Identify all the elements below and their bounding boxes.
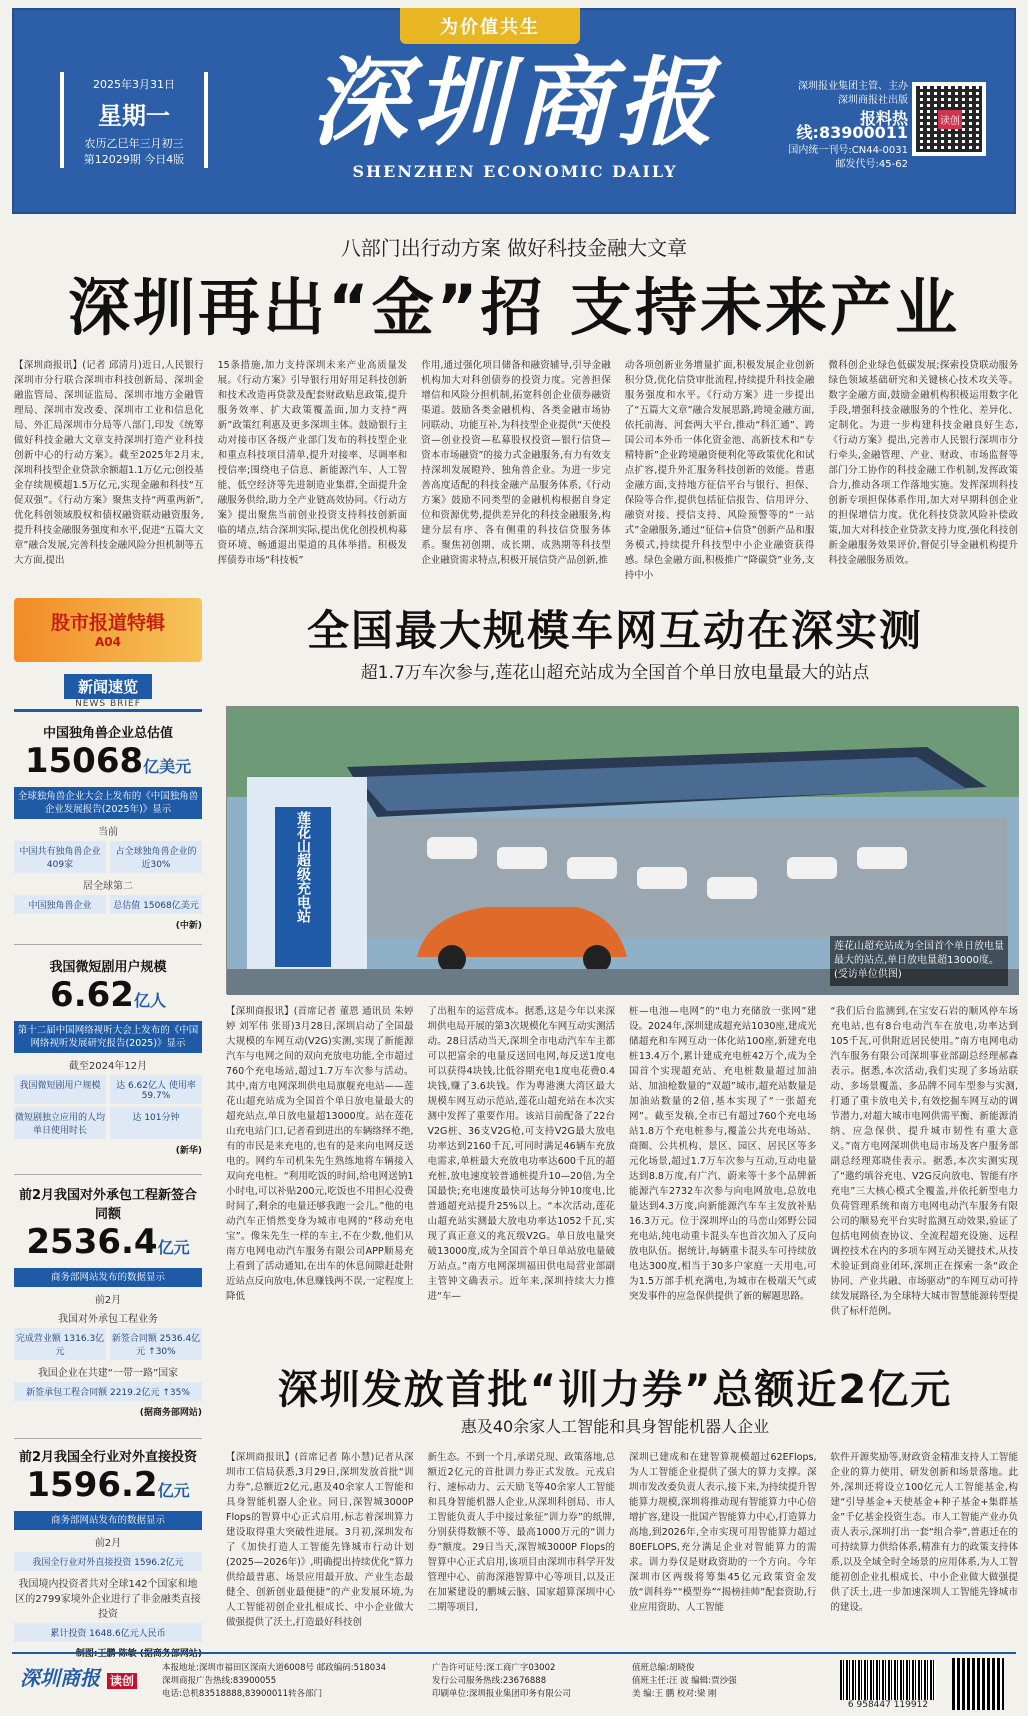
footer-duty: 值班总编:胡晓俊 值班主任:汪 波 编辑:贾沙强 美 编:王 鹏 校对:梁 刚 [632,1663,737,1699]
brief-contracting [14,1184,202,1418]
postal-code: 邮发代号:45-62 [835,159,908,170]
brief-source: (中新) [175,921,202,931]
title-en: SHENZHEN ECONOMIC DAILY [352,162,678,181]
lead-column: 动各项创新业务增量扩面,积极发展企业创新积分贷,优化信贷审批流程,持续提升科技金融服务强度和水平。《行动方案》进一步提出了“五篇大文章”融合发展思路,跨境金融方面,依托前海、河套两大平台,推动“科汇通”、跨国公司本外币一体化资金池、高新技术和“专精特新”企业跨境融资便利化等政策优化和试点扩容,提升外汇服务科技创新的效能。普惠金融方面,支持地方征信平台与银行、担保、保险等合作,提供包括征信报告、信用评分、融资对接、授信支持、风险预警等的“一站式”金融服务,通过“征信+信贷”创新产品和服务模式,持续提升科技型中小企业融资获得感。绿色金融方面,积极推广“降碳贷”业务,支持中小 [624,360,815,581]
footer-contact: 本报地址:深圳市福田区深南大道6008号 邮政编码:518034 深圳商报广告热线:83900055 电话:总机83518888,83900011转各部门 [162,1663,387,1699]
story2-subtitle: 超1.7万车次参与,莲花山超充站成为全国首个单日放电量最大的站点 [360,663,870,683]
brief-headline: 前2月我国全行业对外直接投资 [18,1450,198,1465]
brief-cell: 新签承包工程合同额 2219.2亿元 ↑35% [14,1382,202,1401]
story3-column: 【深圳商报讯】(首席记者 陈小慧)记者从深圳市工信局获悉,3月29日,深圳发放首批“训力券”,总额近2亿元,惠及40余家人工智能和具身智能机器人企业。同日,深智城3000P Flops的智算中心正式启用,标志着深圳算力建设取得重大突破性进展。3月初,深圳发布了《加快打造人工智能先锋城市行动计划(2025—2026年)》,明确提出持续优化“算力供给最普惠、场景应用最开放、产业生态最健全、创新创业最便捷”的产业发展环境,为人工智能初创企业扎根成长、中小企业做大做强提供了沃土,打造最好科技创 [226,1452,414,1628]
divider [14,1174,202,1175]
lead-column: 【深圳商报讯】(记者 邱清月)近日,人民银行深圳市分行联合深圳市科技创新局、深圳金融监管局、深圳证监局、深圳市地方金融管理局、深圳市发改委、深圳市工业和信息化局、外汇局深圳市分局等八部门,印发《统筹做好科技金融大文章支持深圳打造产业科技创新中心的行动方案》。截至2025年2月末,深圳科技型企业贷款余额超1.1万亿元;创投基金存续规模超1.5万亿元,实现金融和科技“互促双强”。《行动方案》聚焦支持“两重两新”,优化科创领域股权和债权融资联动融资服务,提升科技金融服务强度和水平,促进“五篇大文章”融合发展,完善科技金融风险分担机制等五大方面,提出 [14,360,204,566]
brief-cell: 总估值 15068亿美元 [110,895,202,914]
special-report-banner[interactable] [14,598,202,662]
brief-cell: 中国共有独角兽企业 409家 [14,841,106,873]
brief-band: 商务部网站发布的数据显示 [14,1268,202,1287]
news-brief-header [14,674,202,712]
brief-cell: 新签合同额 2536.4亿元 ↑30% [110,1328,202,1360]
special-report-page: A04 [95,635,121,649]
brief-investment [14,1446,202,1659]
story3-column: 软件开源奖励等,财政资金精准支持人工智能企业的算力使用、研发创新和场景落地。此外,深圳还将设立100亿元人工智能基金,构建“引导基金+天使基金+种子基金+集群基金”千亿基金投资生态。市人工智能产业办负责人表示,深圳打出一套“组合拳”,普惠迁在的可持续算力供给体系,精准有力的政策支持体系,以及全域全时全场景的应用体系,为人工智能初创企业扎根成长、中小企业做大做强提供了沃土,进一步加速深圳人工智能先锋城市的建设。 [830,1452,1018,1613]
news-brief-title: 新闻速览 [64,674,152,699]
brief-credit: 制图:王鹏 陈敏 (据商务部网站) [75,1649,202,1659]
story2-body [226,1004,1018,1344]
date: 2025年3月31日 [93,78,175,91]
lead-column: 微科创企业绿色低碳发展;探索投贷联动服务绿色领域基础研究和关键核心技术攻关等。数字金融方面,鼓励金融机构积极运用数字化手段,增强科技金融服务的个性化、差异化、定制化。为进一步构建科技金融良好生态,《行动方案》提出,完善市人民银行深圳市分行牵头,金融管理、产业、财政、市场监督等部门分工协作的科技金融工作机制,发挥政策合力,推动各项工作落地实施。发挥深圳科技创新专项担保体系作用,加大对早期科创企业的担保增信力度。优化科技贷款风险补偿政策,加大对科技企业贷款支持力度,强化科技创新金融服务效果评价,督促引导金融机构提升科技金融服务质效。 [828,360,1018,566]
story2-column: 了出租车的运营成本。据悉,这是今年以来深圳供电局开展的第3次规模化车网互动实测活动。28日活动当天,深圳全市电动汽车车主都可以把富余的电量反送回电网,每反送1度电可以获得4块钱,比低谷期充电1度电花费0.4块钱,赚了3.6块钱。作为粤港澳大湾区最大规模车网互动示范站,莲花山超充站在本次实测中发挥了重要作用。该站目前配备了22台V2G桩、36支V2G枪,可支持V2G最大放电功率达到2160千瓦,可同时满足46辆车充放电需求,单桩最大充放电功率达600千瓦的超充桩,放电速度较普通桩提升10—20倍,为全国最快;充电速度最快可达每分钟10度电,比普通超充站提升25%以上。“本次活动,莲花山超充站实测最大放电功率达1052千瓦,实现了真正意义的兆瓦级V2G。单日放电量突破13000度,成为全国首个单日单站放电量破万站点。”南方电网深圳福田供电局营业部副主管钟文确表示。近年来,深圳持续大力推进“车— [427,1006,615,1302]
brief-unicorn [14,722,202,931]
station-sign: 莲花山超级充电站 [295,811,311,923]
brief-cell: 占全球独角兽企业的 近30% [110,841,202,873]
brief-sub: 我国企业在共建“一带一路”国家 [37,1368,179,1379]
lead-body [14,358,1018,581]
brief-sub: 前2月 [94,1295,122,1306]
brief-source: (据商务部网站) [139,1408,202,1418]
story2-headline[interactable]: 全国最大规模车网互动在深实测 [306,606,923,655]
lead-column: 作用,通过强化项目储备和融资辅导,引导金融机构加大对科创债券的投资力度。完善担保增信和风险分担机制,拓宽科创企业债券融资渠道。鼓励各类金融机构、各类金融市场协同联动、功能互补,为科技型企业提供“天使投资—创业投资—私募股权投资—银行信贷—资本市场融资”的接力式金融服务,有力有效支持深圳发展瞪羚、独角兽企业。为进一步完善高度适配的科技金融产品服务体系,《行动方案》鼓励不同类型的金融机构根据自身定位和资源优势,提供差异化的科技金融服务,构建分层有序、各有侧重的科技信贷服务体系。聚焦初创期、成长期、成熟期等科技型企业融资需求特点,积极开展信贷产品创新,推 [421,360,611,566]
brief-cell: 微短剧独立应用的人均单日使用时长 [14,1107,106,1139]
footer-qr-icon[interactable] [952,1658,1004,1710]
divider [14,944,202,945]
brief-headline: 中国独角兽企业总估值 [42,726,173,741]
barcode-icon [840,1660,936,1700]
issue-info: 第12029期 今日4版 [83,153,185,166]
story3-column: 新生态。不到一个月,承诺兑现、政策落地,总额近2亿元的首批训力券正式发放。元戎启行、速标动力、云天励飞等40余家人工智能和具身智能机器人企业,从深圳科创局、市人工智能负责人手中接过象征“训力券”的纸牌,分别获得数额不等、最高1000万元的“训力券”额度。29日当天,深智城3000P Flops的智算中心正式启用,该项目由深圳市科学开发管理中心、前海深港智算中心等项目,以及正在加紧建设的鹏城云脑、国家超算深圳中心二期等项目, [427,1452,615,1613]
title-cn: 深圳商报 [311,46,719,159]
brief-sub: 当前 [98,827,118,838]
footer-logo: 深圳商报 读创 [20,1662,137,1691]
brief-sub: 我国对外承包工程业务 [58,1314,158,1325]
slogan-banner: 为价值共生 [400,8,580,44]
brief-number: 1596.2亿元 [26,1465,190,1505]
story2-column: 桩—电池—电网”的“电力充储放一张网”建设。2024年,深圳建成超充站1030座,建成光储超充和车网互动一体化站100座,新建充电桩13.4万个,累计建成充电桩42万个,成为全国首个实现超充站、充电桩数量超过加油站、加油枪数量的“双超”城市,超充站数量是加油站数量的2倍,基本实现了“一张超充网”。截至发稿,全市已有超过760个充电场站1.8万个充电桩参与,覆盖公共充电场站、商圈、公共机构、景区、园区、居民区等多元化场景,超过1.7万车次参与互动,互动电量达到8.8万度,有广汽、蔚来等十多个品牌新能源汽车2732车次参与向电网放电,总放电量达到4.3万度,向新能源汽车车主发放补贴16.3万元。位于深圳坪山的马峦山郊野公园充电站,纯电动重卡混头车也首次加入了反向放电队伍。据统计,每辆重卡混头车可持续放电达300度,相当于30多户家庭一天用电,可为1.5万部手机充满电,为城市在极端天气或突发事件的应急保供提供了新的解题思路。 [629,1006,817,1302]
brief-sub: 前2月 [94,1538,122,1549]
footer [12,1652,1016,1712]
story2-column: 【深圳商报讯】(首席记者 董恩 通讯员 朱婷婷 刘军伟 张哥)3月28日,深圳启动了全国最大规模的车网互动(V2G)实测,实现了新能源汽车与电网之间的双向充放电功能,全市超过760个充电场站,超过1.7万车次参与活动。其中,南方电网深圳供电局旗舰充电站——莲花山超充站成为全国首个单日放电量最大的超充站点,单日放电量超13000度。站在莲花山充电站门口,记者看到进出的车辆络绎不绝,有的市民是来充电的,也有的是来向电网反送电的。网约车司机朱先生熟练地将车辆接入双向充电桩。“利用吃饭的时间,给电网送钠1小时电,可以补贴200元,吃饭也不用担心没费时间了,剩余的电量还够我跑一会儿。”他的电动汽车正悄然变身为城市电网的“移动充电宝”。像朱先生一样的车主,不在少数,他们从南方电网电动汽车服务有限公司APP顺易充上看到了活动通知,在出车的休息间隙赶赴附近站点反向放电,休息赚钱两不误,一定程度上降低 [226,1006,414,1302]
weekday: 星期一 [98,102,170,130]
brief-number: 6.62亿人 [50,975,166,1015]
brief-number: 2536.4亿元 [26,1222,190,1262]
brief-sub: 居全球第二 [83,881,133,892]
brief-band: 全球独角兽企业大会上发布的《中国独角兽企业发展报告(2025年)》显示 [14,787,202,819]
brief-sub: 我国境内投资者共对全球142个国家和地区的2799家境外企业进行了非金融类直接投资 [15,1579,201,1620]
newspaper-title [300,44,730,184]
barcode-number: 6 958447 119912 [847,1700,929,1710]
special-report-title: 股市报道特辑 [50,612,165,634]
brief-sub: 截至2024年12月 [68,1061,148,1072]
brief-cell: 达 101分钟 [110,1107,202,1139]
publisher-info [784,80,908,172]
story2-column: “我们后台监测到,在宝安石岩的顺风停车场充电站,也有8台电动汽车在放电,功率达到105千瓦,可供附近居民使用。”南方电网电动汽车服务有限公司深圳事业部副总经理郝森表示。据悉,本次活动,我们实现了多场站联动、多场景覆盖、多品牌不同车型参与实测,打通了重卡放电关卡,有效挖掘车网互动的调节潜力,对超大城市电网供需平衡、新能源消纳、应急保供、提升城市韧性有重大意义。”南方电网深圳供电局市场及客户服务部副总经理郑晓佳表示。据悉,本次实测实现了“邀约填谷充电、V2G反向放电、智能有序充电”三大核心模式全覆盖,并依托新型电力负荷管理系统和南方电网电动汽车服务有限公司的顺易充平台实时监测互动效果,验证了包括电网侦查协议、全流程超充设施、远程调控技术在内的多项车网互动关键技术,从技术验证到商业闭环,深圳正在探索一条“政企协同、产业共融、市场驱动”的车网互动可持续发展路径,为全球特大城市智慧能源转型提供了标杆范例。 [830,1006,1018,1317]
divider [14,1438,202,1439]
lead-kicker: 八部门出行动方案 做好科技金融大文章 [340,236,688,260]
story3-column: 深圳已建成和在建智算规模超过62EFlops,为人工智能企业提供了强大的算力支撑。深圳市发改委负责人表示,接下来,为持续提升智能算力规模,深圳将推动现有智能算力中心倍增扩容,建设一批国产智能算力中心,打造算力高地,到2026年,全市实现可用智能算力超过80EFLOPS,充分满足企业对智能算力的需求。训力券仅是财政资助的一个方向。今年深圳市区两级将筹集45亿元政策资金发放“训科券”“模型券”“揭榜挂帅”配套资助,行业应用资助、人工智能 [629,1452,817,1613]
photo-caption: 莲花山超充站成为全国首个单日放电量最大的站点,单日放电量超13000度。(受访单位供图) [830,936,1008,986]
brief-headline: 前2月我国对外承包工程新签合同额 [18,1188,198,1222]
qr-code-icon[interactable] [912,82,986,156]
brief-cell: 完成营业额 1316.3亿元 [14,1328,106,1360]
brief-cell: 我国微短剧用户规模 [14,1075,106,1104]
brief-source: (新华) [175,1146,202,1156]
lead-column: 15条措施,加力支持深圳未来产业高质量发展。《行动方案》引导银行用好用足科技创新和技术改造再贷款及配套财政贴息政策,提升服务效率、扩大政策覆盖面,加力支持“两新”政策红利惠及更多深圳主体。鼓励银行主动对接市区各级产业部门发布的科技型企业和重点科技项目清单,提升对接率、尽调率和授信率;围绕电子信息、新能源汽车、人工智能、低空经济等先进制造业集群,全面提升金融服务供给,助力全产业链高效协同。《行动方案》提出聚焦当前创业投资支持科技创新面临的堵点,结合深圳实际,提出优化创投机构募资环境、畅通退出渠道的具体举措。积极发挥债券市场“科技板” [217,360,408,566]
brief-band: 第十二届中国网络视听大会上发布的《中国网络视听发展研究报告(2025)》显示 [14,1021,202,1053]
story3-body [226,1450,1018,1628]
brief-cell: 中国独角兽企业 [14,895,106,914]
brief-cell: 我国全行业对外直接投资 1596.2亿元 [14,1552,202,1571]
cn-number: 国内统一刊号:CN44-0031 [788,145,908,156]
lead-headline[interactable]: 深圳再出“金”招 支持未来产业 [67,271,961,344]
brief-band: 商务部网站发布的数据显示 [14,1511,202,1530]
brief-cell: 达 6.62亿人 使用率 59.7% [110,1075,202,1104]
news-brief-title-en: NEWS BRIEF [75,699,141,709]
publisher-line: 深圳报业集团主管、主办 [798,81,908,92]
story3-headline[interactable]: 深圳发放首批“训力券”总额近2亿元 [277,1367,953,1413]
hotline: 报料热线:83900011 [796,109,908,142]
brief-cell: 累计投资 1648.6亿元人民币 [14,1623,202,1642]
date-box [60,72,208,168]
brief-number: 15068亿美元 [24,741,192,781]
brief-short-drama [14,956,202,1156]
brief-headline: 我国微短剧用户规模 [49,960,167,975]
story3-subtitle: 惠及40余家人工智能和具身智能机器人企业 [460,1417,770,1436]
publisher-line: 深圳商报社出版 [838,95,908,106]
lunar-date: 农历乙巳年三月初三 [84,137,184,150]
footer-publishing: 广告许可证号:深工商广字03002 发行公司服务热线:23676888 印刷单位:深圳报业集团印务有限公司 [432,1663,571,1699]
